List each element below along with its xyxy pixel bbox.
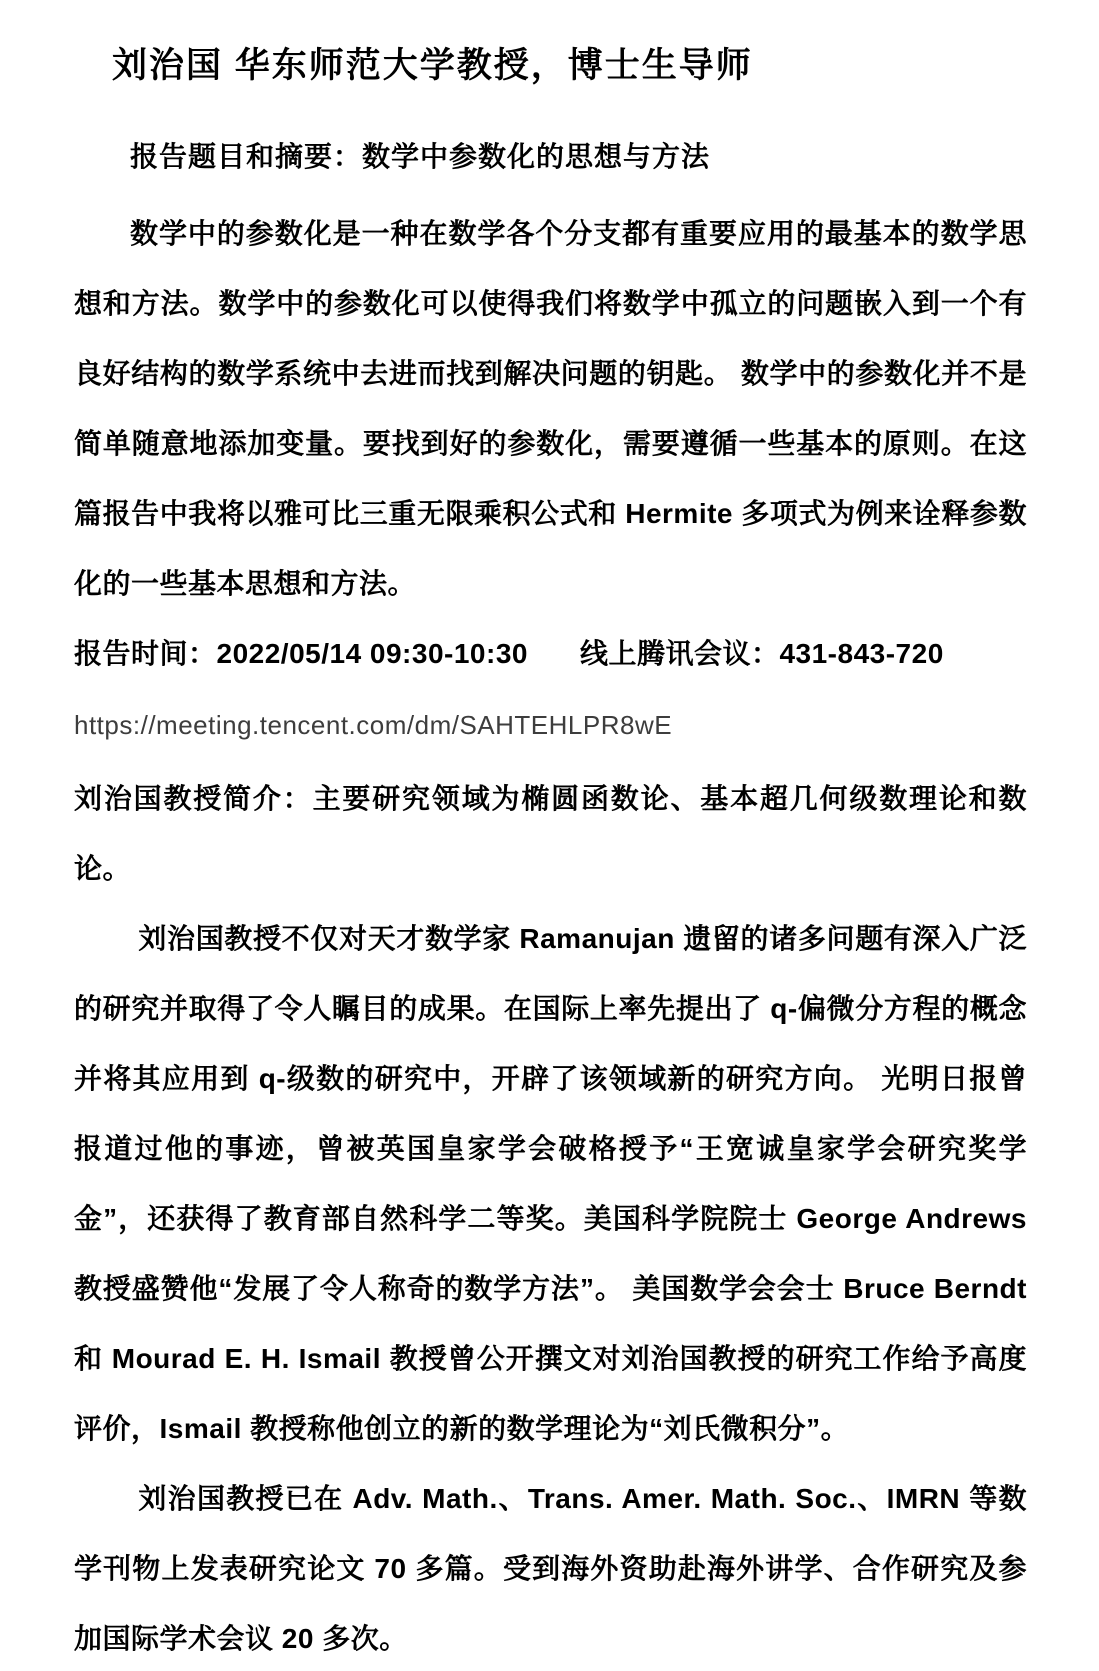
- page-title: 刘治国 华东师范大学教授，博士生导师: [112, 46, 753, 85]
- abstract-paragraph: 数学中的参数化是一种在数学各个分支都有重要应用的最基本的数学思想和方法。数学中的参数化可以使得我们将数学中孤立的问题嵌入到一个有良好结构的数学系统中去进而找到解决问题的钥匙。 数学中的参数化并不是简单随意地添加变量。要找到好的参数化，需要遵循一些基本的原则。在这篇报告中我将以雅可比三重无限乘积公式和 Hermite 多项式为例来诠释参数化的一些基本思想和方法。: [74, 218, 1027, 600]
- schedule-time-text: 报告时间：2022/05/14 09:30-10:30: [74, 638, 528, 670]
- schedule-line: [74, 619, 1027, 689]
- meeting-url-line: [74, 693, 1027, 762]
- publications-paragraph: 刘治国教授已在 Adv. Math.、Trans. Amer. Math. Soc.、IMRN 等数学刊物上发表研究论文 70 多篇。受到海外资助赴海外讲学、合作研究及参加国际学术会议 20 多次。: [74, 1483, 1027, 1655]
- meeting-id-text: 线上腾讯会议：431-843-720: [579, 638, 944, 670]
- meeting-url-link[interactable]: https://meeting.tencent.com/dm/SAHTEHLPR8wE: [74, 710, 673, 741]
- bio-intro-line: 刘治国教授简介：主要研究领域为椭圆函数论、基本超几何级数理论和数论。: [74, 783, 1027, 885]
- abstract-heading: 报告题目和摘要：数学中参数化的思想与方法: [130, 140, 711, 172]
- bio-paragraph: 刘治国教授不仅对天才数学家 Ramanujan 遗留的诸多问题有深入广泛的研究并取得了令人瞩目的成果。在国际上率先提出了 q-偏微分方程的概念并将其应用到 q-级数的研究中，开辟了该领域新的研究方向。 光明日报曾报道过他的事迹，曾被英国皇家学会破格授予“王宽诚皇家学会研究奖学金”，还获得了教育部自然科学二等奖。美国科学院院士 George Andrews 教授盛赞他“发展了令人称奇的数学方法”。 美国数学会会士 Bruce Berndt 和 Mourad E. H. Ismail 教授曾公开撰文对刘治国教授的研究工作给予高度评价，Ismail 教授称他创立的新的数学理论为“刘氏微积分”。: [74, 923, 1027, 1445]
